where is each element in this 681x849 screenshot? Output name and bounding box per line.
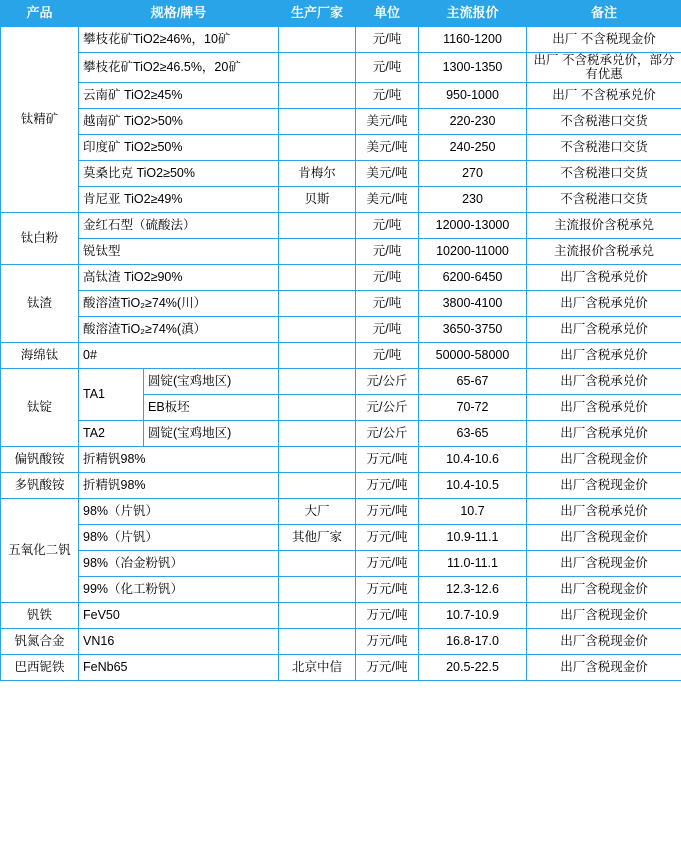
price-cell: 270 — [419, 160, 527, 186]
manufacturer-cell — [279, 82, 356, 108]
header-row — [1, 1, 681, 27]
unit-cell: 美元/吨 — [356, 108, 419, 134]
grade-cell: TA2 — [79, 420, 144, 446]
column-header-unit: 单位 — [356, 1, 419, 27]
price-cell: 10200-11000 — [419, 238, 527, 264]
column-header-remark: 备注 — [527, 1, 681, 27]
remark-cell: 不含税港口交货 — [527, 108, 681, 134]
table-row — [1, 368, 681, 394]
price-cell: 1300-1350 — [419, 53, 527, 83]
spec-cell: VN16 — [79, 628, 279, 654]
remark-cell: 出厂含税承兑价 — [527, 498, 681, 524]
unit-cell: 万元/吨 — [356, 472, 419, 498]
table-row — [1, 290, 681, 316]
price-cell: 950-1000 — [419, 82, 527, 108]
unit-cell: 美元/吨 — [356, 160, 419, 186]
product-category-cell: 五氧化二钒 — [1, 498, 79, 602]
manufacturer-cell — [279, 212, 356, 238]
table-row — [1, 628, 681, 654]
unit-cell: 万元/吨 — [356, 654, 419, 680]
price-cell: 10.9-11.1 — [419, 524, 527, 550]
spec-cell: 98%（片钒） — [79, 498, 279, 524]
price-cell: 230 — [419, 186, 527, 212]
spec-cell: 酸溶渣TiO₂≥74%(滇） — [79, 316, 279, 342]
unit-cell: 万元/吨 — [356, 446, 419, 472]
remark-cell: 出厂 不含税现金价 — [527, 27, 681, 53]
remark-cell: 出厂含税现金价 — [527, 602, 681, 628]
unit-cell: 万元/吨 — [356, 498, 419, 524]
price-cell: 70-72 — [419, 394, 527, 420]
spec-cell: 锐钛型 — [79, 238, 279, 264]
remark-cell: 出厂含税现金价 — [527, 576, 681, 602]
unit-cell: 元/公斤 — [356, 368, 419, 394]
manufacturer-cell — [279, 446, 356, 472]
remark-cell: 出厂含税承兑价 — [527, 316, 681, 342]
price-cell: 12.3-12.6 — [419, 576, 527, 602]
spec-cell: 莫桑比克 TiO2≥50% — [79, 160, 279, 186]
column-header-spec: 规格/牌号 — [79, 1, 279, 27]
table-row — [1, 82, 681, 108]
price-cell: 240-250 — [419, 134, 527, 160]
grade-cell: TA1 — [79, 368, 144, 420]
remark-cell: 不含税港口交货 — [527, 134, 681, 160]
remark-cell: 出厂含税承兑价 — [527, 394, 681, 420]
table-row — [1, 134, 681, 160]
table-row — [1, 53, 681, 83]
unit-cell: 美元/吨 — [356, 186, 419, 212]
remark-cell: 不含税港口交货 — [527, 160, 681, 186]
product-category-cell: 钛渣 — [1, 264, 79, 342]
spec-cell: 云南矿 TiO2≥45% — [79, 82, 279, 108]
spec-cell: 0# — [79, 342, 279, 368]
unit-cell: 元/吨 — [356, 290, 419, 316]
table-row — [1, 186, 681, 212]
table-header — [1, 1, 681, 27]
unit-cell: 万元/吨 — [356, 524, 419, 550]
remark-cell: 主流报价含税承兑 — [527, 212, 681, 238]
unit-cell: 万元/吨 — [356, 628, 419, 654]
spec-cell: 金红石型（硫酸法） — [79, 212, 279, 238]
manufacturer-cell — [279, 238, 356, 264]
product-category-cell: 钒氮合金 — [1, 628, 79, 654]
manufacturer-cell — [279, 550, 356, 576]
remark-cell: 主流报价含税承兑 — [527, 238, 681, 264]
unit-cell: 元/吨 — [356, 82, 419, 108]
spec-cell: 攀枝花矿TiO2≥46.5%，20矿 — [79, 53, 279, 83]
table-row — [1, 212, 681, 238]
price-cell: 1160-1200 — [419, 27, 527, 53]
price-cell: 3650-3750 — [419, 316, 527, 342]
unit-cell: 元/吨 — [356, 212, 419, 238]
spec-cell: 折精钒98% — [79, 446, 279, 472]
price-cell: 20.5-22.5 — [419, 654, 527, 680]
manufacturer-cell — [279, 368, 356, 394]
unit-cell: 元/吨 — [356, 264, 419, 290]
manufacturer-cell — [279, 472, 356, 498]
price-cell: 11.0-11.1 — [419, 550, 527, 576]
remark-cell: 出厂含税现金价 — [527, 524, 681, 550]
table-row — [1, 602, 681, 628]
manufacturer-cell — [279, 53, 356, 83]
column-header-manufacturer: 生产厂家 — [279, 1, 356, 27]
price-cell: 6200-6450 — [419, 264, 527, 290]
manufacturer-cell — [279, 342, 356, 368]
price-cell: 10.7 — [419, 498, 527, 524]
spec-cell: EB板坯 — [144, 394, 279, 420]
manufacturer-cell — [279, 290, 356, 316]
unit-cell: 元/吨 — [356, 27, 419, 53]
price-cell: 12000-13000 — [419, 212, 527, 238]
price-cell: 3800-4100 — [419, 290, 527, 316]
spec-cell: 98%（冶金粉钒） — [79, 550, 279, 576]
remark-cell: 出厂 不含税承兑价，部分有优惠 — [527, 53, 681, 83]
price-cell: 50000-58000 — [419, 342, 527, 368]
manufacturer-cell: 北京中信 — [279, 654, 356, 680]
product-category-cell: 偏钒酸铵 — [1, 446, 79, 472]
manufacturer-cell: 贝斯 — [279, 186, 356, 212]
price-cell: 63-65 — [419, 420, 527, 446]
remark-cell: 出厂含税承兑价 — [527, 420, 681, 446]
product-category-cell: 钛精矿 — [1, 27, 79, 213]
price-cell: 65-67 — [419, 368, 527, 394]
unit-cell: 万元/吨 — [356, 602, 419, 628]
table-row — [1, 160, 681, 186]
manufacturer-cell — [279, 264, 356, 290]
remark-cell: 出厂含税承兑价 — [527, 342, 681, 368]
table-row — [1, 654, 681, 680]
product-category-cell: 钛锭 — [1, 368, 79, 446]
table-row — [1, 238, 681, 264]
table-row — [1, 316, 681, 342]
spec-cell: 印度矿 TiO2≥50% — [79, 134, 279, 160]
spec-cell: FeNb65 — [79, 654, 279, 680]
spec-cell: 攀枝花矿TiO2≥46%，10矿 — [79, 27, 279, 53]
table-row — [1, 420, 681, 446]
remark-cell: 出厂含税承兑价 — [527, 368, 681, 394]
product-category-cell: 巴西铌铁 — [1, 654, 79, 680]
product-category-cell: 钛白粉 — [1, 212, 79, 264]
remark-cell: 出厂含税现金价 — [527, 472, 681, 498]
spec-cell: 折精钒98% — [79, 472, 279, 498]
table-row — [1, 498, 681, 524]
unit-cell: 元/吨 — [356, 342, 419, 368]
price-cell: 10.4-10.5 — [419, 472, 527, 498]
manufacturer-cell — [279, 108, 356, 134]
manufacturer-cell — [279, 27, 356, 53]
table-row — [1, 472, 681, 498]
column-header-price: 主流报价 — [419, 1, 527, 27]
remark-cell: 不含税港口交货 — [527, 186, 681, 212]
manufacturer-cell — [279, 316, 356, 342]
unit-cell: 元/吨 — [356, 238, 419, 264]
table-row — [1, 576, 681, 602]
spec-cell: 圆锭(宝鸡地区) — [144, 420, 279, 446]
table-row — [1, 524, 681, 550]
unit-cell: 元/公斤 — [356, 394, 419, 420]
spec-cell: FeV50 — [79, 602, 279, 628]
manufacturer-cell: 肯梅尔 — [279, 160, 356, 186]
spec-cell: 越南矿 TiO2>50% — [79, 108, 279, 134]
price-cell: 16.8-17.0 — [419, 628, 527, 654]
manufacturer-cell — [279, 394, 356, 420]
spec-cell: 酸溶渣TiO₂≥74%(川） — [79, 290, 279, 316]
table-body — [1, 27, 681, 681]
remark-cell: 出厂含税承兑价 — [527, 264, 681, 290]
unit-cell: 美元/吨 — [356, 134, 419, 160]
remark-cell: 出厂含税现金价 — [527, 550, 681, 576]
spec-cell: 肯尼亚 TiO2≥49% — [79, 186, 279, 212]
manufacturer-cell — [279, 628, 356, 654]
table-row — [1, 446, 681, 472]
column-header-product: 产品 — [1, 1, 79, 27]
manufacturer-cell — [279, 134, 356, 160]
remark-cell: 出厂含税现金价 — [527, 654, 681, 680]
table-row — [1, 264, 681, 290]
table-row — [1, 342, 681, 368]
price-cell: 10.7-10.9 — [419, 602, 527, 628]
price-cell: 10.4-10.6 — [419, 446, 527, 472]
spec-cell: 99%（化工粉钒） — [79, 576, 279, 602]
product-category-cell: 钒铁 — [1, 602, 79, 628]
unit-cell: 元/吨 — [356, 316, 419, 342]
product-category-cell: 多钒酸铵 — [1, 472, 79, 498]
spec-cell: 圆锭(宝鸡地区) — [144, 368, 279, 394]
manufacturer-cell — [279, 576, 356, 602]
table-row — [1, 550, 681, 576]
product-category-cell: 海绵钛 — [1, 342, 79, 368]
spec-cell: 98%（片钒） — [79, 524, 279, 550]
price-cell: 220-230 — [419, 108, 527, 134]
remark-cell: 出厂含税承兑价 — [527, 290, 681, 316]
manufacturer-cell — [279, 602, 356, 628]
table-row — [1, 108, 681, 134]
unit-cell: 元/公斤 — [356, 420, 419, 446]
remark-cell: 出厂含税现金价 — [527, 628, 681, 654]
manufacturer-cell — [279, 420, 356, 446]
unit-cell: 万元/吨 — [356, 550, 419, 576]
unit-cell: 万元/吨 — [356, 576, 419, 602]
table-row — [1, 27, 681, 53]
manufacturer-cell: 大厂 — [279, 498, 356, 524]
manufacturer-cell: 其他厂家 — [279, 524, 356, 550]
remark-cell: 出厂 不含税承兑价 — [527, 82, 681, 108]
remark-cell: 出厂含税现金价 — [527, 446, 681, 472]
unit-cell: 元/吨 — [356, 53, 419, 83]
spec-cell: 高钛渣 TiO2≥90% — [79, 264, 279, 290]
